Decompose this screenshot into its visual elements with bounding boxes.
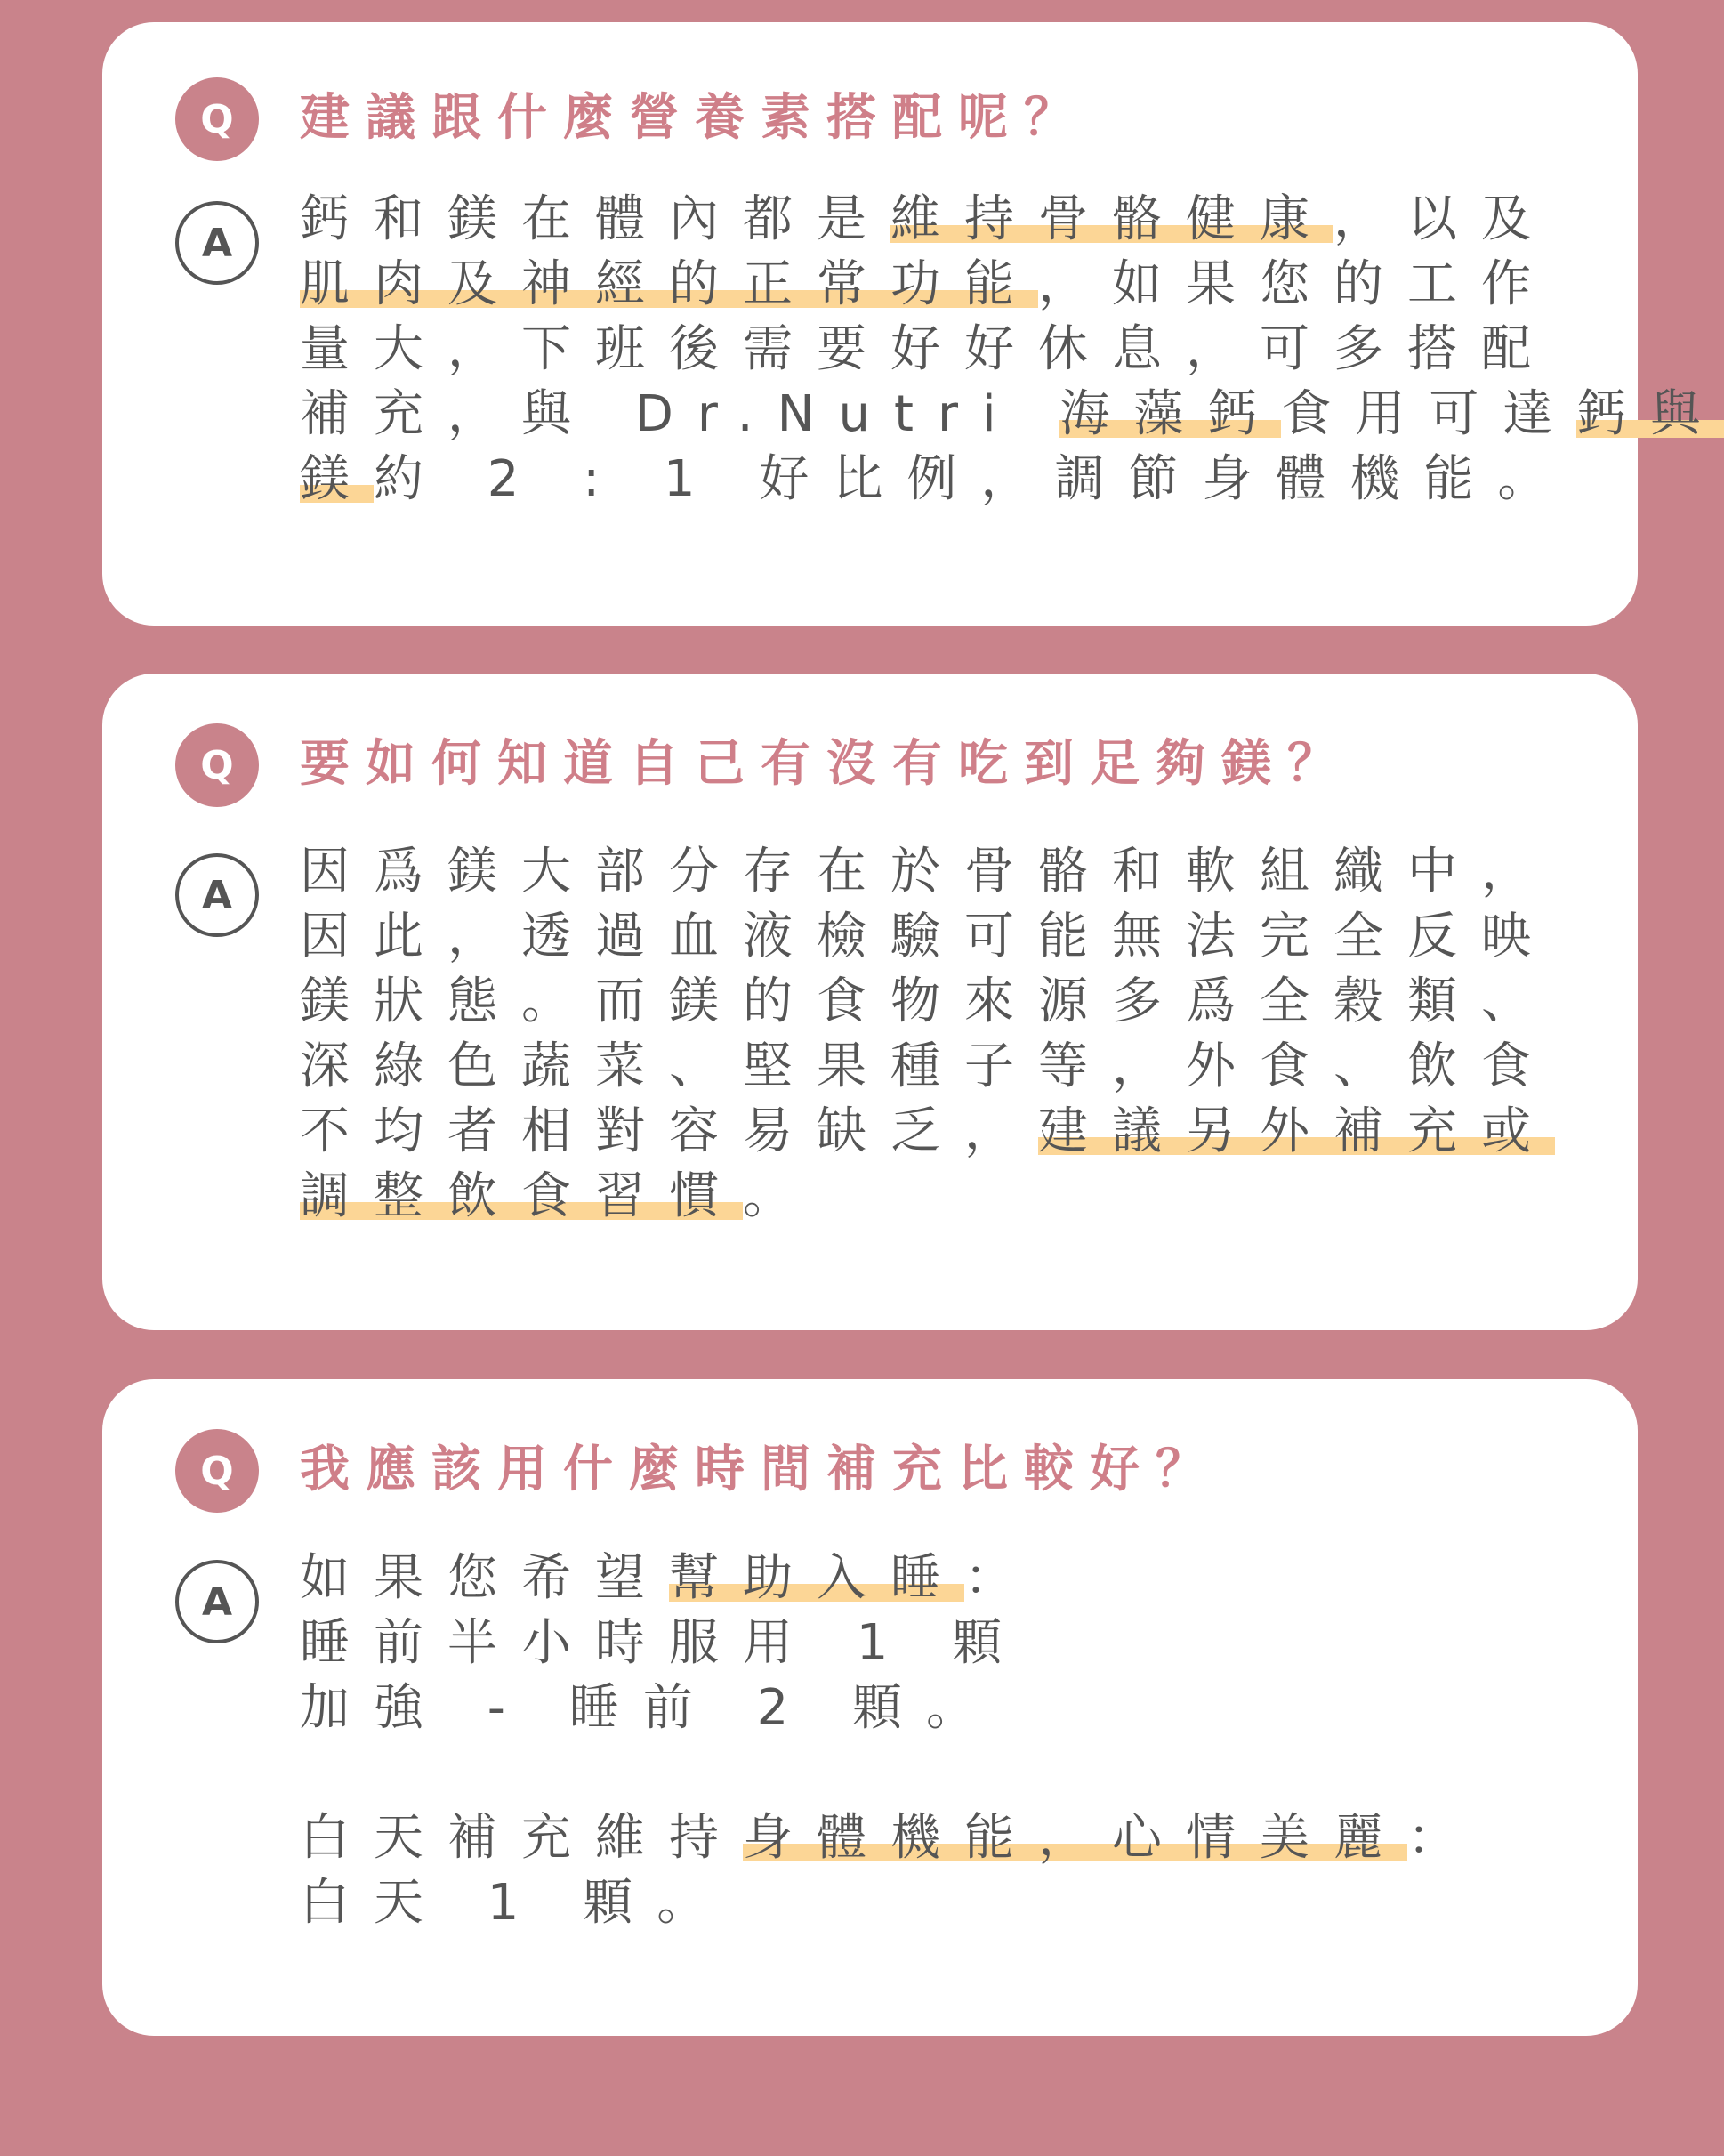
answer-segment: 白天 1 顆。 <box>300 1874 731 1932</box>
answer-segment: ，如果您的工作 <box>1038 255 1555 313</box>
answer-line <box>300 1676 1481 1740</box>
answer-line <box>300 447 1724 512</box>
answer-line <box>300 1034 1555 1099</box>
highlighted-segment: 幫助入睡 <box>669 1549 964 1607</box>
faq-card-2 <box>102 674 1638 1330</box>
question-badge: Q <box>175 77 259 161</box>
answer-line <box>300 1546 1481 1611</box>
question-badge: Q <box>175 1429 259 1513</box>
highlighted-segment: 肌肉及神經的正常功能 <box>300 255 1038 313</box>
answer-segment: 睡前半小時服用 1 顆 <box>300 1614 1027 1672</box>
answer-segment: ： <box>964 1549 1038 1607</box>
answer-segment: 食用可達 <box>1281 385 1577 443</box>
answer-line <box>300 1611 1481 1676</box>
answer-segment: 鈣和鎂在體內都是 <box>300 190 890 248</box>
question-row <box>175 77 1567 161</box>
answer-badge: A <box>175 201 259 285</box>
answer-text <box>300 1546 1481 1935</box>
answer-badge: A <box>175 853 259 937</box>
answer-line <box>300 317 1724 382</box>
question-row <box>175 723 1567 807</box>
highlighted-segment: 鎂 <box>300 450 374 508</box>
answer-segment: 約 2 : 1 好比例，調節身體機能。 <box>374 450 1572 508</box>
answer-line <box>300 1164 1555 1229</box>
answer-line <box>300 904 1555 969</box>
answer-segment: 因爲鎂大部分存在於骨骼和軟組織中， <box>300 843 1555 900</box>
answer-segment: 不均者相對容易缺乏， <box>300 1102 1038 1160</box>
highlighted-segment: 維持骨骼健康 <box>890 190 1333 248</box>
answer-line <box>300 1099 1555 1164</box>
answer-segment: 鎂狀態。而鎂的食物來源多爲全穀類、 <box>300 973 1555 1030</box>
blank-line <box>300 1740 1481 1805</box>
answer-segment: 加強 - 睡前 2 顆。 <box>300 1679 1001 1737</box>
highlighted-segment: 建議另外補充或 <box>1038 1102 1555 1160</box>
answer-line <box>300 1805 1481 1870</box>
answer-line <box>300 382 1724 447</box>
question-row <box>175 1429 1567 1513</box>
answer-line <box>300 839 1555 904</box>
answer-text <box>300 187 1724 512</box>
highlighted-segment: 鈣與 <box>1576 385 1724 443</box>
highlighted-segment: 調整飲食習慣 <box>300 1167 743 1225</box>
highlighted-segment: 身體機能，心情美麗 <box>743 1809 1407 1867</box>
question-text: 要如何知道自己有沒有吃到足夠鎂？ <box>300 735 1353 793</box>
answer-segment: ： <box>1407 1809 1481 1867</box>
answer-text <box>300 839 1555 1229</box>
answer-segment: 白天補充維持 <box>300 1809 743 1867</box>
answer-segment: 量大，下班後需要好好休息，可多搭配 <box>300 320 1555 378</box>
answer-segment: 因此，透過血液檢驗可能無法完全反映 <box>300 908 1555 965</box>
answer-segment: 深綠色蔬菜、堅果種子等，外食、飲食 <box>300 1038 1555 1095</box>
answer-segment: 補充，與 Dr.Nutri <box>300 385 1060 443</box>
question-badge: Q <box>175 723 259 807</box>
answer-line <box>300 187 1724 252</box>
answer-row <box>175 843 1567 1229</box>
answer-line <box>300 969 1555 1034</box>
answer-segment: 。 <box>743 1167 817 1225</box>
answer-row <box>175 190 1724 512</box>
question-text: 我應該用什麼時間補充比較好？ <box>300 1441 1221 1498</box>
answer-segment: ，以及 <box>1333 190 1555 248</box>
answer-badge: A <box>175 1560 259 1643</box>
answer-segment: 如果您希望 <box>300 1549 669 1607</box>
highlighted-segment: 海藻鈣 <box>1059 385 1282 443</box>
answer-line <box>300 252 1724 317</box>
faq-card-3 <box>102 1379 1638 2036</box>
faq-card-1 <box>102 22 1724 626</box>
question-text: 建議跟什麼營養素搭配呢？ <box>300 89 1090 147</box>
answer-row <box>175 1549 1567 1935</box>
answer-line <box>300 1870 1481 1935</box>
